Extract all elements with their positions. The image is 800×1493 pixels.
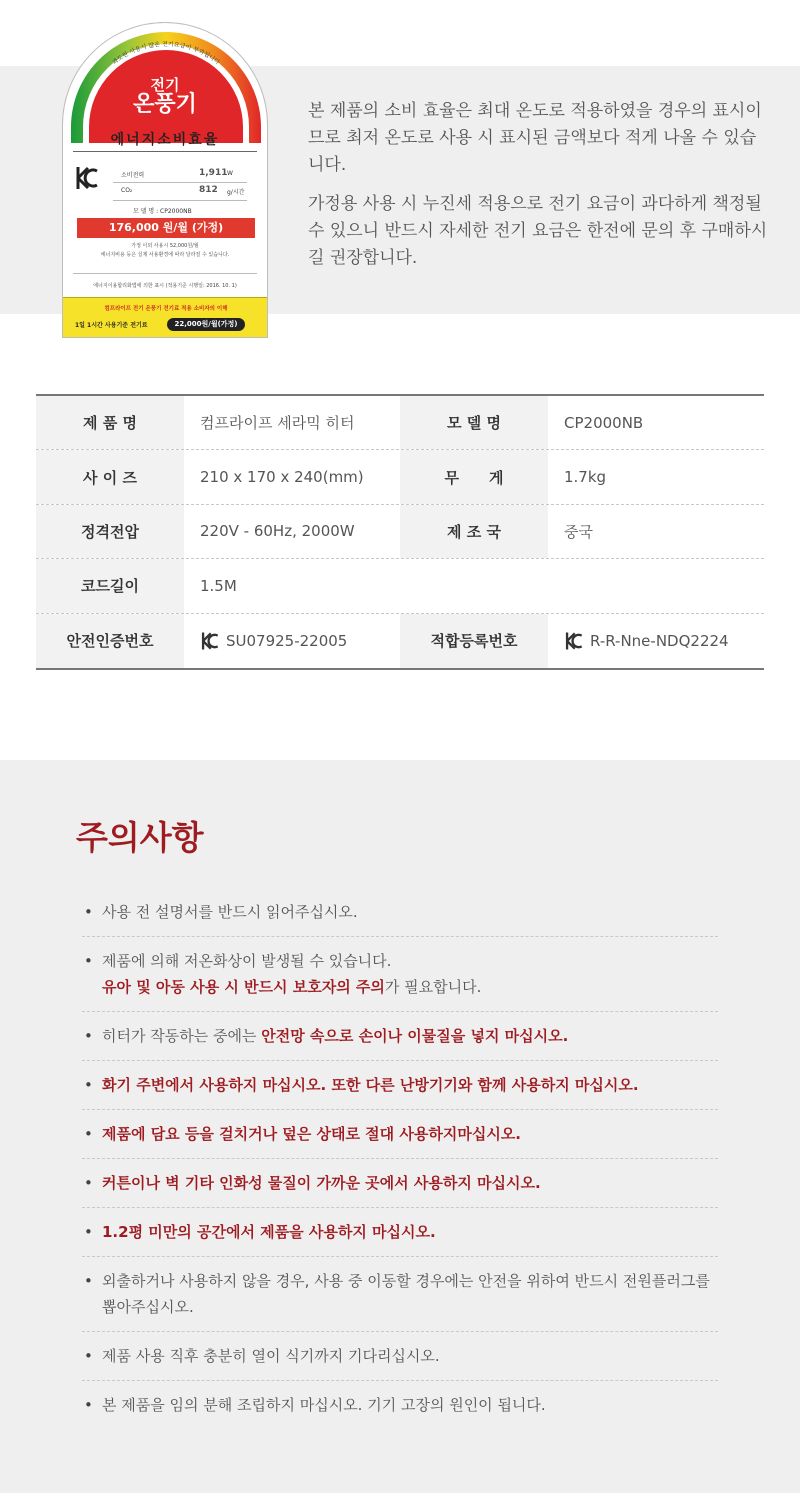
spec-divider <box>113 182 247 183</box>
value-cell: 중국 <box>564 522 593 541</box>
header-cell: 무 게 <box>400 450 548 503</box>
spec-table <box>36 394 764 670</box>
table-row <box>36 450 764 504</box>
list-item <box>82 1012 718 1061</box>
footer-cost-pill: 22,000원/월(가정) <box>167 318 245 331</box>
header-cell: 적합등록번호 <box>400 614 548 668</box>
energy-label-card <box>62 22 268 338</box>
power-row <box>105 168 247 180</box>
kc-mark-icon <box>564 631 584 651</box>
energy-section <box>0 0 800 380</box>
label-divider <box>73 273 257 274</box>
value-cell <box>184 614 400 668</box>
header-cell: 코드길이 <box>36 559 184 612</box>
header-cell: 제 조 국 <box>400 505 548 558</box>
safety-cert-number: SU07925-22005 <box>226 631 348 650</box>
value-cell <box>548 614 764 668</box>
label-title-line1: 전기 <box>150 76 180 94</box>
label-divider <box>73 151 257 152</box>
value-cell: 1.5M <box>200 576 237 595</box>
power-label: 소비전력 <box>121 172 145 179</box>
item-text: 사용 전 설명서를 반드시 읽어주십시오. <box>102 903 358 921</box>
label-title-line2: 온풍기 <box>133 92 197 117</box>
co2-label: CO₂ <box>121 187 133 194</box>
value-cell: 210 x 170 x 240(mm) <box>200 468 364 487</box>
bullet-icon: • <box>84 1125 93 1143</box>
list-item <box>82 1208 718 1257</box>
bullet-icon: • <box>84 903 93 921</box>
item-text: 제품에 의해 저온화상이 발생될 수 있습니다. <box>102 952 392 970</box>
value-cell: 220V - 60Hz, 2000W <box>200 522 355 541</box>
table-row <box>36 559 764 613</box>
intro-paragraph-1: 본 제품의 소비 효율은 최대 온도로 적용하였을 경우의 표시이므로 최저 온도로 사용 시 표시된 금액보다 적게 나올 수 있습니다. <box>308 101 762 175</box>
item-emphasis: 안전망 속으로 손이나 이물질을 넣지 마십시오. <box>261 1027 569 1045</box>
caution-title: 주의사항 <box>76 818 204 857</box>
item-emphasis: 유아 및 아동 사용 시 반드시 보호자의 주의 <box>102 978 385 996</box>
label-law-note: 에너지이용합리화법에 의한 표시 (적용기준 시행일: 2016. 10. 1) <box>93 283 237 289</box>
footer-line2: 1일 1시간 사용기준 전기료 <box>75 322 148 329</box>
list-item <box>82 888 718 937</box>
intro-paragraph-2: 가정용 사용 시 누진세 적용으로 전기 요금이 과다하게 책정될 수 있으니 반드시 자세한 전기 요금은 한전에 문의 후 구매하시길 권장합니다. <box>308 194 768 268</box>
bullet-icon: • <box>84 952 93 970</box>
item-text: 본 제품을 임의 분해 조립하지 마십시오. 기기 고장의 원인이 됩니다. <box>102 1396 546 1414</box>
bullet-icon: • <box>84 1076 93 1094</box>
footer-line1: 컴프라이프 전기 온풍기 전기료 적용 소비자의 이해 <box>104 306 228 312</box>
list-item <box>82 937 718 1012</box>
intro-text <box>308 98 768 284</box>
item-text: 가 필요합니다. <box>384 978 482 996</box>
label-model-line: 모 델 명 : CP2000NB <box>133 208 192 215</box>
arc-caption: 과도한 사용시 많은 전기요금이 부과됩니다 <box>111 40 221 67</box>
value-cell: 컴프라이프 세라믹 히터 <box>200 414 355 433</box>
list-item <box>82 1257 718 1332</box>
header-cell: 안전인증번호 <box>36 614 184 668</box>
spec-divider <box>113 200 247 201</box>
item-emphasis: 1.2평 미만의 공간에서 제품을 사용하지 마십시오. <box>102 1223 436 1241</box>
item-text: 외출하거나 사용하지 않을 경우, 사용 중 이동할 경우에는 안전을 위하여 반드시 전원플러그를 뽑아주십시오. <box>102 1272 710 1316</box>
table-row <box>36 396 764 450</box>
caution-list <box>82 888 718 1429</box>
list-item <box>82 1061 718 1110</box>
item-text: 히터가 작동하는 중에는 <box>102 1027 262 1045</box>
item-emphasis: 화기 주변에서 사용하지 마십시오. 또한 다른 난방기기와 함께 사용하지 마십시오. <box>102 1076 639 1094</box>
bullet-icon: • <box>84 1272 93 1290</box>
list-item <box>82 1110 718 1159</box>
list-item <box>82 1381 718 1429</box>
monthly-cost-box: 176,000 원/월 (가정) <box>77 218 255 238</box>
co2-unit: g/시간 <box>227 189 245 196</box>
label-note-2: 에너지비용 등은 실제 사용환경에 따라 달라질 수 있습니다. <box>100 252 230 258</box>
bullet-icon: • <box>84 1396 93 1414</box>
caution-section <box>0 760 800 1493</box>
header-cell: 제 품 명 <box>36 396 184 449</box>
energy-efficiency-label <box>62 22 268 340</box>
registration-number: R-R-Nne-NDQ2224 <box>590 631 729 650</box>
item-emphasis: 제품에 담요 등을 걸치거나 덮은 상태로 절대 사용하지마십시오. <box>102 1125 521 1143</box>
efficiency-heading: 에너지소비효율 <box>110 132 220 148</box>
power-value: 1,911 <box>199 168 228 178</box>
co2-value: 812 <box>199 185 218 195</box>
table-row <box>36 614 764 668</box>
label-footer <box>63 297 268 338</box>
header-cell: 사 이 즈 <box>36 450 184 503</box>
header-cell: 모 델 명 <box>400 396 548 449</box>
item-emphasis: 커튼이나 벽 기타 인화성 물질이 가까운 곳에서 사용하지 마십시오. <box>102 1174 541 1192</box>
co2-row <box>105 185 247 197</box>
list-item <box>82 1159 718 1208</box>
bullet-icon: • <box>84 1347 93 1365</box>
bullet-icon: • <box>84 1174 93 1192</box>
kc-mark-icon <box>75 165 99 197</box>
kc-mark-icon <box>200 631 220 651</box>
header-cell: 정격전압 <box>36 505 184 558</box>
value-cell: 1.7kg <box>564 468 607 487</box>
label-note-1: 가정 이외 사용시 52,000원/월 <box>131 243 199 249</box>
value-cell: CP2000NB <box>564 413 644 432</box>
list-item <box>82 1332 718 1381</box>
bullet-icon: • <box>84 1027 93 1045</box>
bullet-icon: • <box>84 1223 93 1241</box>
power-unit: W <box>227 170 233 177</box>
item-text: 제품 사용 직후 충분히 열이 식기까지 기다리십시오. <box>102 1347 440 1365</box>
table-row <box>36 505 764 559</box>
